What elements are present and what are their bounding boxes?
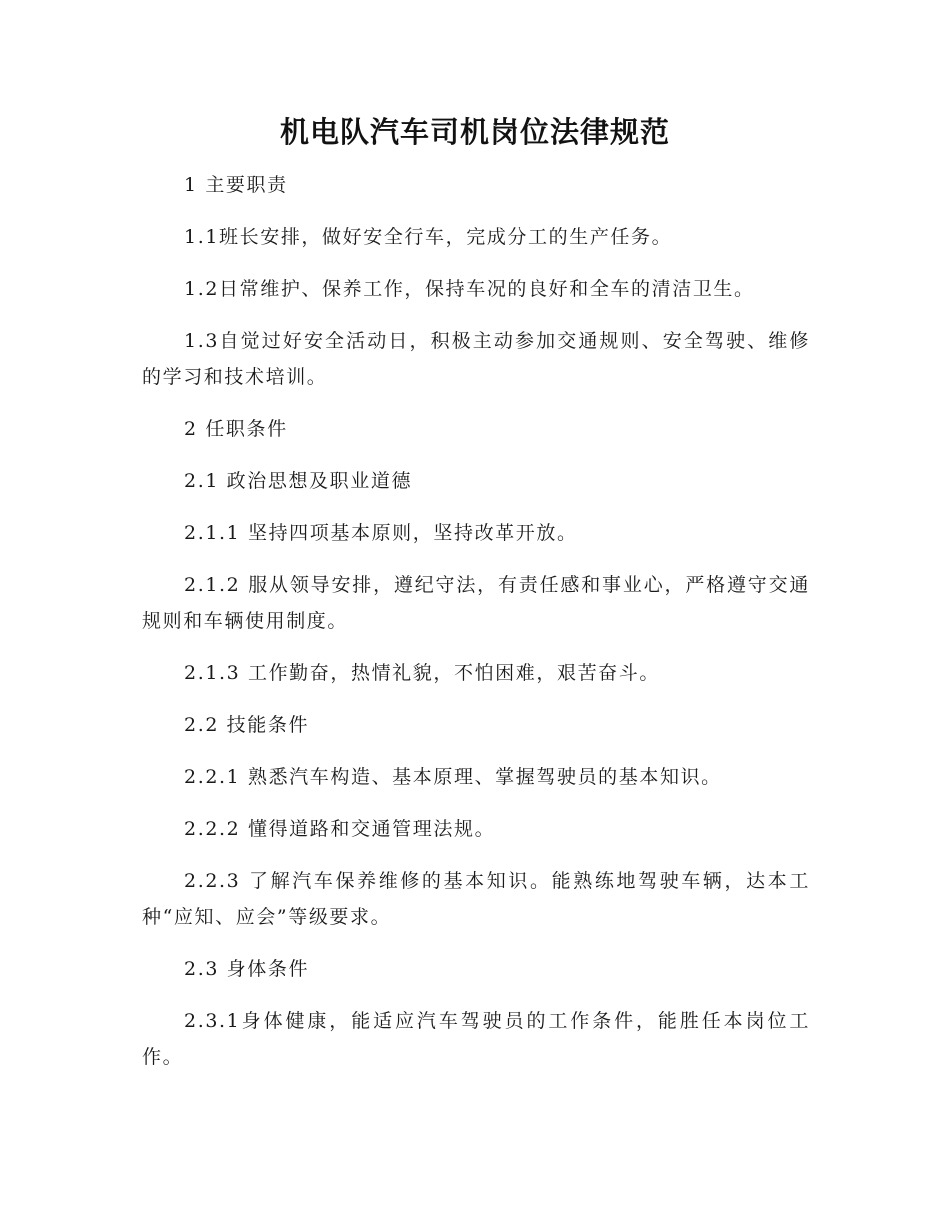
paragraph: 2.1.1 坚持四项基本原则，坚持改革开放。 xyxy=(184,522,578,544)
paragraph: 1.3自觉过好安全活动日，积极主动参加交通规则、安全驾驶、维修的学习和技术培训。 xyxy=(142,330,810,388)
section-heading: 2 任职条件 xyxy=(184,418,288,440)
paragraph: 2.1.2 服从领导安排，遵纪守法，有责任感和事业心，严格遵守交通规则和车辆使用制度。 xyxy=(142,574,810,632)
subsection-heading: 2.2 技能条件 xyxy=(184,714,310,736)
paragraph: 2.3.1身体健康，能适应汽车驾驶员的工作条件，能胜任本岗位工作。 xyxy=(142,1010,810,1068)
paragraph: 2.1.3 工作勤奋，热情礼貌，不怕困难，艰苦奋斗。 xyxy=(184,662,660,684)
section-heading: 1 主要职责 xyxy=(184,174,288,196)
paragraph: 2.2.3 了解汽车保养维修的基本知识。能熟练地驾驶车辆，达本工种“应知、应会”等级要求。 xyxy=(142,870,810,928)
paragraph: 1.2日常维护、保养工作，保持车况的良好和全车的清洁卫生。 xyxy=(184,278,755,300)
paragraph: 2.2.2 懂得道路和交通管理法规。 xyxy=(184,818,496,840)
paragraph: 2.2.1 熟悉汽车构造、基本原理、掌握驾驶员的基本知识。 xyxy=(184,766,722,788)
document-title: 机电队汽车司机岗位法律规范 xyxy=(279,115,670,149)
subsection-heading: 2.3 身体条件 xyxy=(184,958,310,980)
document-body xyxy=(142,167,810,1091)
paragraph: 1.1班长安排，做好安全行车，完成分工的生产任务。 xyxy=(184,226,673,248)
subsection-heading: 2.1 政治思想及职业道德 xyxy=(184,470,413,492)
